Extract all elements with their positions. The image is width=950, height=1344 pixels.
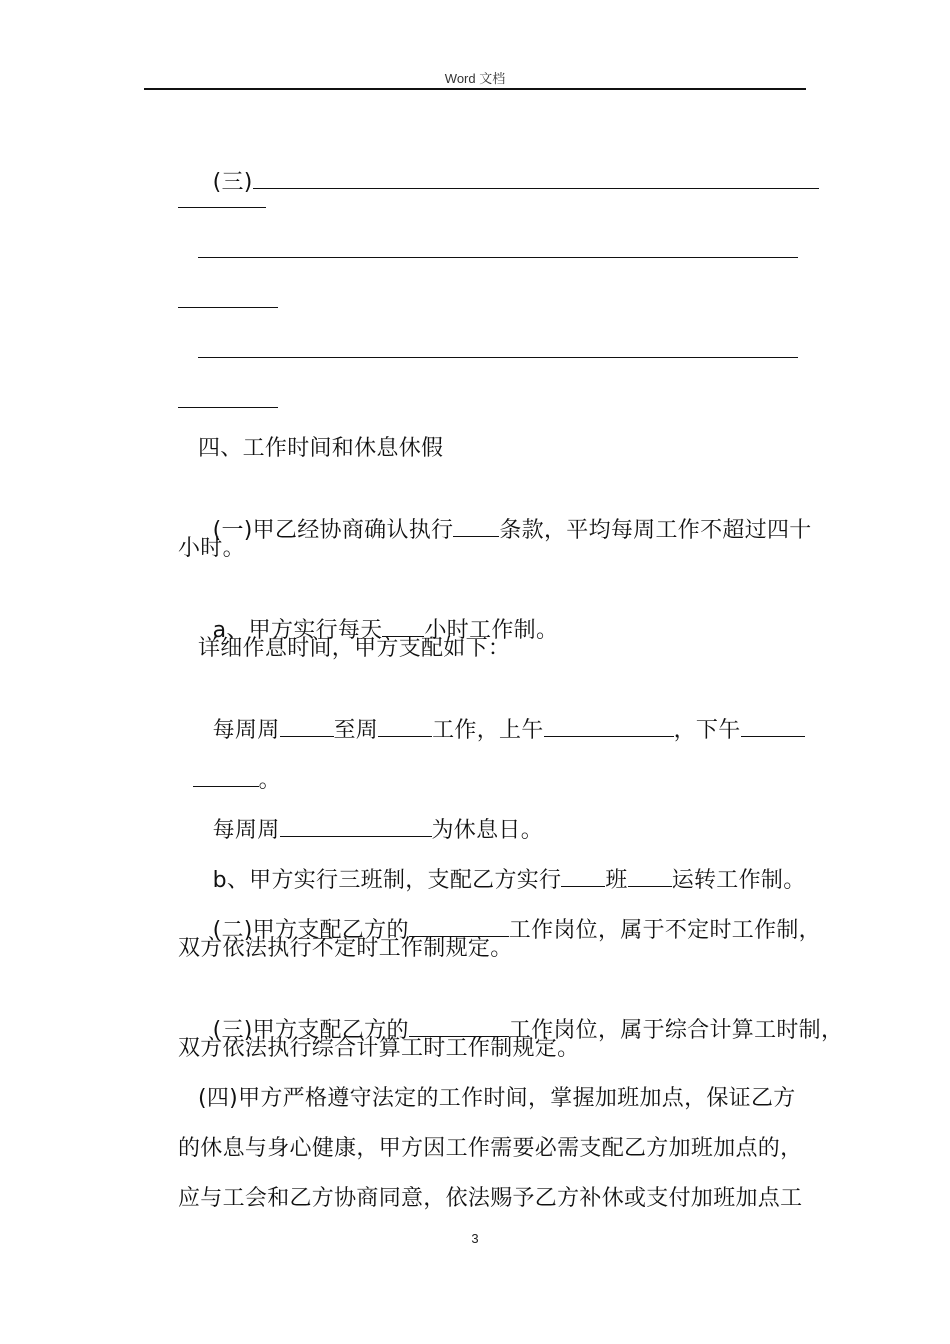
section-heading: 四、工作时间和休息休假 [198, 436, 444, 461]
text-span: b、甲方实行三班制，支配乙方实行 [212, 868, 562, 893]
paragraph-1-line-2: 小时。 [178, 536, 245, 561]
blank-continuation [178, 307, 278, 308]
fill-blank [378, 714, 432, 737]
text-span: 运转工作制。 [671, 868, 806, 893]
text-span: 工作岗位，属于不定时工作制， [508, 918, 821, 943]
detail-line: 详细作息时间，甲方支配如下： [198, 636, 511, 661]
text-span: 。 [258, 768, 281, 793]
text-span: 条款，平均每周工作不超过四十 [499, 518, 812, 543]
text-span: (三)甲方支配乙方的 [212, 1018, 409, 1043]
paragraph-4-line-2: 的休息与身心健康，甲方因工作需要必需支配乙方加班加点的， [178, 1136, 803, 1161]
header-divider [144, 88, 806, 90]
text-span: a、甲方实行每天 [212, 618, 383, 643]
paragraph-3-line-2: 双方依法执行综合计算工时工作制规定。 [178, 1036, 580, 1061]
blank-continuation [178, 207, 266, 208]
paragraph-4-line-3: 应与工会和乙方协商同意，依法赐予乙方补休或支付加班加点工 [178, 1186, 803, 1211]
item-3-line [198, 136, 819, 198]
schedule-line [198, 684, 805, 746]
text-span: 每周周 [212, 818, 280, 843]
text-span: (二)甲方支配乙方的 [212, 918, 409, 943]
text-span: 工作岗位，属于综合计算工时制， [508, 1018, 844, 1043]
text-span: 为休息日。 [431, 818, 544, 843]
fill-blank [544, 714, 674, 737]
blank-line [198, 357, 798, 358]
page-number: 3 [471, 1231, 479, 1246]
text-span: (一)甲乙经协商确认执行 [212, 518, 454, 543]
paragraph-4-line-1: (四)甲方严格遵守法定的工作时间，掌握加班加点，保证乙方 [198, 1086, 796, 1111]
fill-blank [741, 714, 805, 737]
paragraph-1-line-1 [198, 484, 812, 546]
text-span: 小时工作制。 [424, 618, 559, 643]
text-span: 工作，上午 [432, 718, 544, 743]
page-header-title: Word 文档 [444, 71, 506, 86]
blank-continuation [178, 407, 278, 408]
paragraph-2-line-2: 双方依法执行不定时工作制规定。 [178, 936, 513, 961]
text-span: 班 [605, 868, 628, 893]
item-3-label: (三) [212, 170, 253, 195]
text-span: 每周周 [212, 718, 280, 743]
text-span: 至周 [333, 718, 379, 743]
fill-blank [280, 714, 334, 737]
blank-line [198, 257, 798, 258]
fill-blank [253, 166, 819, 189]
fill-blank [453, 514, 499, 537]
text-span: ，下午 [673, 718, 741, 743]
